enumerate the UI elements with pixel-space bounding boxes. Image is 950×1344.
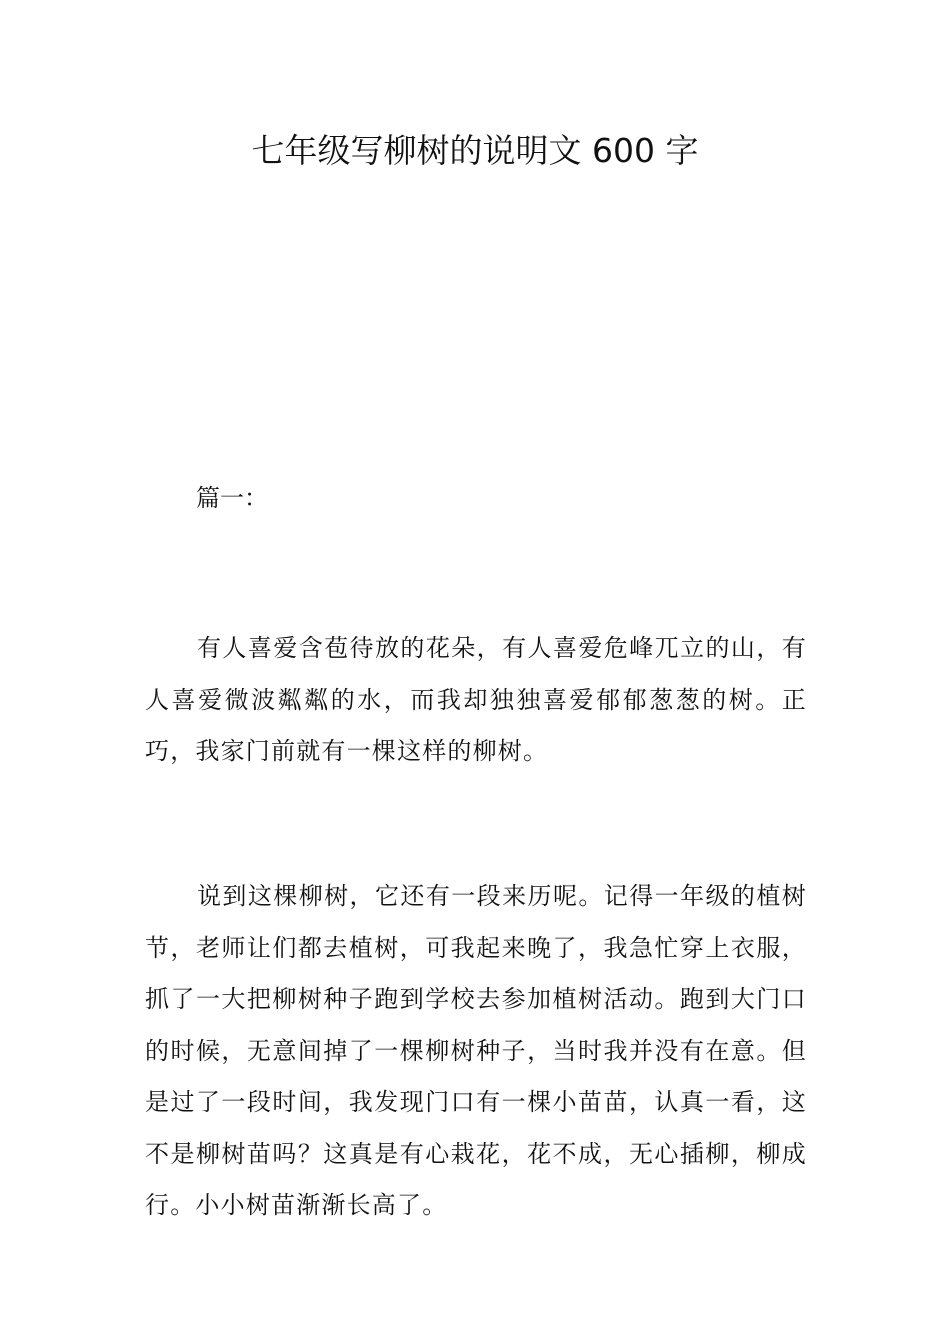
document-title: 七年级写柳树的说明文 600 字	[251, 131, 699, 170]
paragraph-2: 说到这棵柳树，它还有一段来历呢。记得一年级的植树节，老师让们都去植树，可我起来晚了，我急忙穿上衣服，抓了一大把柳树种子跑到学校去参加植树活动。跑到大门口的时候，无意间掉了一棵柳树种子，当时我并没有在意。但是过了一段时间，我发现门口有一棵小苗苗，认真一看，这不是柳树苗吗？这真是有心栽花，花不成，无心插柳，柳成行。小小树苗渐渐长高了。	[145, 882, 807, 1219]
paragraph-1: 有人喜爱含苞待放的花朵，有人喜爱危峰兀立的山，有人喜爱微波粼粼的水，而我却独独喜爱郁郁葱葱的树。正巧，我家门前就有一棵这样的柳树。	[145, 634, 807, 765]
section-heading: 篇一：	[196, 484, 268, 512]
